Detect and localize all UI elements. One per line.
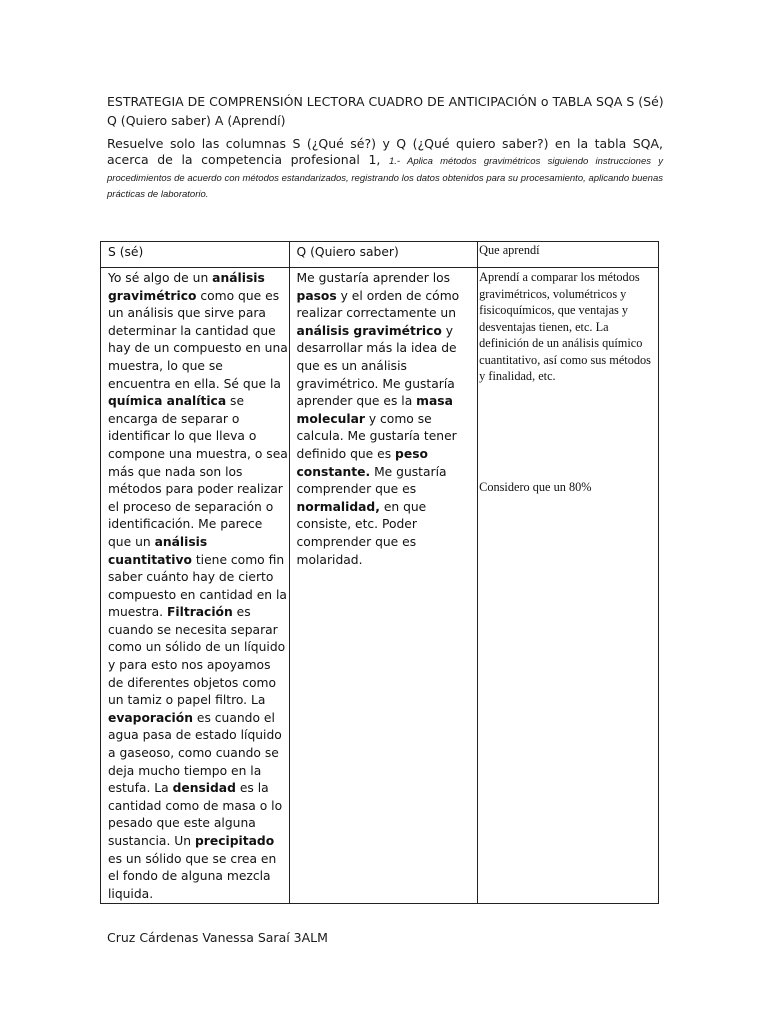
text-run: Me gustaría aprender los <box>296 271 451 285</box>
header-s: S (sé) <box>101 242 290 268</box>
bold-term: pasos <box>296 288 337 303</box>
competency-text: 1.- Aplica métodos gravimétricos siguiendo instrucciones y procedimientos de acuerdo con métodos estandarizados, registrando los datos obtenidos para su procesamiento, aplicando buenas prácticas de laboratorio. <box>107 156 663 200</box>
bold-term: masa molecular <box>296 394 453 426</box>
document-title: ESTRATEGIA DE COMPRENSIÓN LECTORA CUADRO DE ANTICIPACIÓN o TABLA SQA S (Sé) Q (Quiero saber) A (Aprendí) <box>107 94 664 128</box>
text-run: es la cantidad como de masa o lo pesado que este alguna sustancia. Un <box>108 781 283 848</box>
cell-q-text <box>297 270 478 569</box>
cell-a <box>478 268 659 904</box>
bold-term: análisis gravimétrico <box>108 271 265 303</box>
text-run: y como se calcula. Me gustaría tener definido que es <box>296 411 457 461</box>
header-q: Q (Quiero saber) <box>289 242 478 268</box>
cell-s-text <box>108 270 289 903</box>
cell-a-spacer <box>479 385 658 479</box>
instruction-text: Resuelve solo las columnas S (¿Qué sé?) y Q (¿Qué quiero saber?) en la tabla SQA, acerca de la competencia profesional 1, <box>107 136 663 167</box>
header-a: Que aprendí <box>478 242 659 268</box>
text-run: en que consiste, etc. Poder comprender que es molaridad. <box>296 499 427 567</box>
cell-a-text: Aprendí a comparar los métodos gravimétricos, volumétricos y fisicoquímicos, que ventajas y desventajas tienen, etc. La definición de un análisis químico cuantitativo, así como sus métodos y finalidad, etc. <box>479 270 651 383</box>
bold-term: Filtración <box>166 605 233 620</box>
table-header-row <box>101 242 659 268</box>
instructions-paragraph <box>107 136 663 202</box>
table-row <box>101 268 659 904</box>
cell-q <box>289 268 478 904</box>
text-run: es cuando se necesita separar como un sólido de un líquido y para esto nos apoyamos de diferentes objetos como un tamiz o papel filtro. La <box>108 605 286 708</box>
bold-term: peso constante. <box>296 446 428 479</box>
text-run: y desarrollar más la idea de que es un análisis gravimétrico. Me gustaría aprender que es la <box>296 323 457 409</box>
bold-term: evaporación <box>108 710 193 725</box>
text-run: como que es un análisis que sirve para determinar la cantidad que hay de un compuesto en una muestra, lo que se encuentra en ella. Sé que la <box>108 288 288 391</box>
author-name: Cruz Cárdenas Vanessa Saraí 3ALM <box>107 930 328 945</box>
bold-term: química analítica <box>108 394 227 409</box>
bold-term: densidad <box>172 781 236 796</box>
bold-term: precipitado <box>195 834 275 848</box>
sqa-table <box>100 241 659 904</box>
text-run: Me gustaría comprender que es <box>296 464 447 497</box>
cell-s <box>101 268 290 904</box>
cell-a-extra-text: Considero que un 80% <box>479 479 592 494</box>
text-run: y el orden de cómo realizar correctamente un <box>296 288 460 321</box>
bold-term: análisis cuantitativo <box>108 534 208 567</box>
text-run: Yo sé algo de un <box>108 271 213 285</box>
bold-term: análisis gravimétrico <box>296 323 442 338</box>
text-run: tiene como fin saber cuánto hay de cierto compuesto en cantidad en la muestra. <box>108 552 287 620</box>
bold-term: normalidad, <box>296 499 380 514</box>
text-run: es un sólido que se crea en el fondo de alguna mezcla liquida. <box>108 851 277 901</box>
text-run: se encarga de separar o identificar lo que lleva o compone una muestra, o sea más que nada son los métodos para poder realizar el proceso de separación o identificación. Me parece que un <box>108 394 288 549</box>
text-run: es cuando el agua pasa de estado líquido a gaseoso, como cuando se deja mucho tiempo en la estufa. La <box>108 710 282 796</box>
